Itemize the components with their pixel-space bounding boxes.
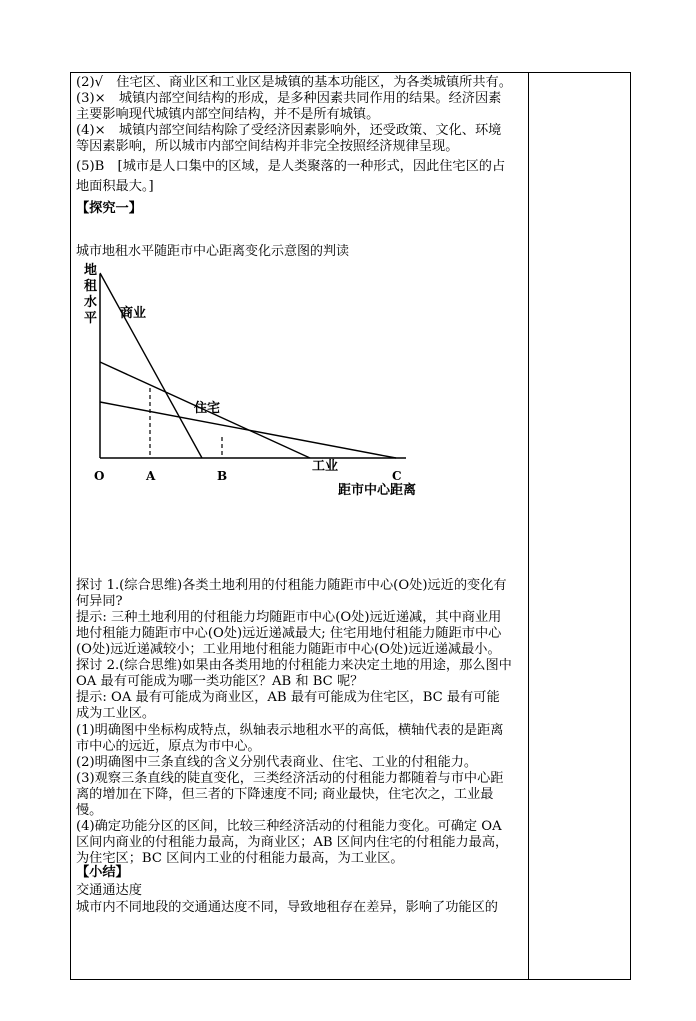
summary-heading: 【小结】 [76,865,129,880]
text-line: 何异同? [76,594,123,609]
answer-line: 主要影响现代城镇内部空间结构，并不是所有城镇。 [76,107,380,122]
answer-line: (4)× 城镇内部空间结构除了受经济因素影响外，还受政策、文化、环境 [76,123,502,138]
x-axis-label: 距市中心距离 [338,483,417,498]
text-line: (2)明确图中三条直线的含义分别代表商业、住宅、工业的付租能力。 [76,755,478,770]
text-line: 提示: 三种土地利用的付租能力均随距市中心(O处)远近递减，其中商业用 [76,610,502,625]
text-line: 探讨 1.(综合思维)各类土地利用的付租能力随距市中心(O处)远近的变化有 [76,578,507,593]
text-line: 市中心的远近，原点为市中心。 [76,739,261,754]
text-line: (1)明确图中坐标构成特点，纵轴表示地租水平的高低，横轴代表的是距离 [76,723,504,738]
table-column-divider [528,72,529,980]
chart-title: 城市地租水平随距市中心距离变化示意图的判读 [76,244,350,259]
text-line: 区间内商业的付租能力最高，为商业区；AB 区间内住宅的付租能力最高， [76,835,509,850]
content-column [76,75,526,916]
section-heading: 【探究一】 [76,201,142,216]
tick-label: B [217,469,228,483]
answer-line: (5)B [城市是人口集中的区域，是人类聚落的一种形式，因此住宅区的占 [76,159,506,174]
series-label: 住宅 [194,401,221,416]
chart-container [76,262,526,576]
series-label: 工业 [312,459,339,474]
series-line-3 [100,402,396,458]
text-line: (4)确定功能分区的区间，比较三种经济活动的付租能力变化。可确定 OA [76,819,502,834]
tick-label: C [392,469,402,483]
text-line: 地付租能力随距市中心(O处)远近递减最大; 住宅用地付租能力随距市中心 [76,626,502,641]
text-line: (3)观察三条直线的陡直变化，三类经济活动的付租能力都随着与市中心距 [76,771,504,786]
rent-chart [76,262,526,576]
tick-label: A [146,469,156,483]
text-line: 离的增加在下降，但三者的下降速度不同; 商业最快，住宅次之，工业最 [76,787,494,802]
series-label: 商业 [120,306,147,321]
answer-line: 等因素影响，所以城市内部空间结构并非完全按照经济规律呈现。 [76,139,459,154]
summary-line: 城市内不同地段的交通通达度不同，导致地租存在差异，影响了功能区的 [76,900,498,915]
answer-line: (2)√ 住宅区、商业区和工业区是城镇的基本功能区，为各类城镇所共有。 [76,75,512,90]
y-axis-label: 水 [84,295,98,310]
text-line: 为住宅区；BC 区间内工业的付租能力最高，为工业区。 [76,851,404,866]
inquiry-text [76,576,526,864]
text-line: 探讨 2.(综合思维)如果由各类用地的付租能力来决定土地的用途，那么图中 [76,658,512,673]
y-axis-label: 地 [84,263,98,278]
y-axis-label: 平 [84,311,98,326]
text-line: OA 最有可能成为哪一类功能区？AB 和 BC 呢？ [76,674,364,689]
text-line: 慢。 [76,803,103,818]
text-line: 成为工业区。 [76,706,156,721]
summary-line: 交通通达度 [76,883,142,898]
y-axis-label: 租 [84,279,98,294]
text-line: 提示: OA 最有可能成为商业区，AB 最有可能成为住宅区，BC 最有可能 [76,690,500,705]
tick-label: O [94,469,105,483]
text-line: (O处)远近递减较小；工业用地付租能力随距市中心(O处)远近递减最小。 [76,642,501,657]
answer-line: (3)× 城镇内部空间结构的形成，是多种因素共同作用的结果。经济因素 [76,91,502,106]
series-line-1 [100,273,202,458]
answer-line: 地面积最大。] [76,179,154,194]
